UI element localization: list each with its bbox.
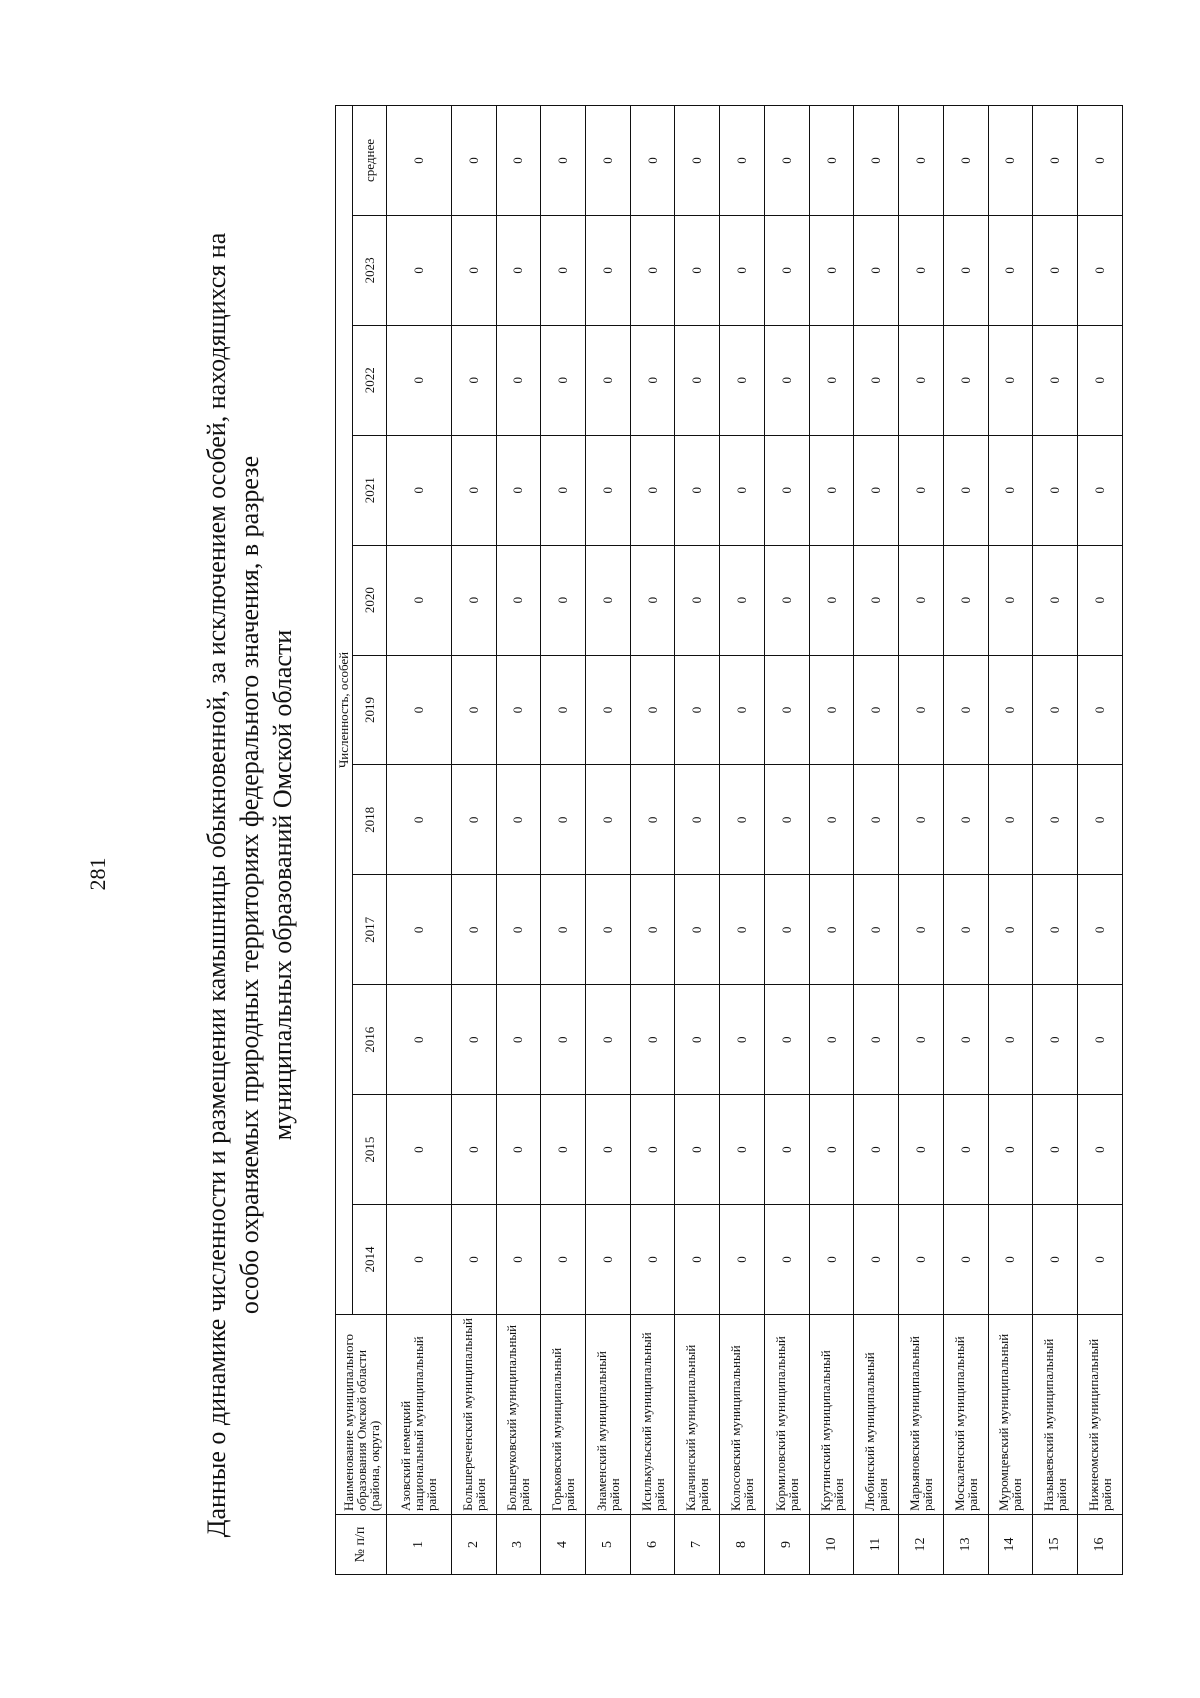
row-value: 0 xyxy=(943,1205,988,1315)
row-value: 0 xyxy=(541,215,586,325)
row-value: 0 xyxy=(496,765,541,875)
row-number: 8 xyxy=(720,1515,765,1575)
page-number: 281 xyxy=(85,857,110,891)
table-row xyxy=(541,106,586,1575)
row-value: 0 xyxy=(720,655,765,765)
row-value: 0 xyxy=(541,1205,586,1315)
row-value: 0 xyxy=(809,215,854,325)
row-value: 0 xyxy=(764,875,809,985)
row-value: 0 xyxy=(451,765,496,875)
row-value: 0 xyxy=(1033,875,1078,985)
row-value: 0 xyxy=(387,435,452,545)
row-value: 0 xyxy=(387,106,452,216)
row-value: 0 xyxy=(630,545,675,655)
row-value: 0 xyxy=(451,1205,496,1315)
row-value: 0 xyxy=(630,215,675,325)
header-name: Наименование муниципального образования Омской области (района, округа) xyxy=(336,1315,387,1515)
row-name: Горьковский муниципальный район xyxy=(541,1315,586,1515)
row-value: 0 xyxy=(675,655,720,765)
row-value: 0 xyxy=(630,875,675,985)
row-value: 0 xyxy=(496,985,541,1095)
row-value: 0 xyxy=(1078,545,1123,655)
row-value: 0 xyxy=(764,985,809,1095)
table-row xyxy=(1033,106,1078,1575)
row-value: 0 xyxy=(541,765,586,875)
row-value: 0 xyxy=(586,1205,631,1315)
row-value: 0 xyxy=(854,435,899,545)
row-value: 0 xyxy=(1033,435,1078,545)
row-value: 0 xyxy=(586,106,631,216)
row-value: 0 xyxy=(675,325,720,435)
row-value: 0 xyxy=(586,655,631,765)
row-name: Кормиловский муниципальный район xyxy=(764,1315,809,1515)
row-value: 0 xyxy=(675,985,720,1095)
row-value: 0 xyxy=(451,215,496,325)
table-row xyxy=(586,106,631,1575)
row-value: 0 xyxy=(899,215,944,325)
row-value: 0 xyxy=(943,1095,988,1205)
row-value: 0 xyxy=(630,106,675,216)
row-value: 0 xyxy=(943,875,988,985)
row-value: 0 xyxy=(854,106,899,216)
header-year: 2022 xyxy=(353,325,387,435)
row-value: 0 xyxy=(630,655,675,765)
row-value: 0 xyxy=(451,545,496,655)
row-value: 0 xyxy=(451,985,496,1095)
row-value: 0 xyxy=(1078,106,1123,216)
row-name: Азовский немецкий национальный муниципальный район xyxy=(387,1315,452,1515)
row-name: Большеуковский муниципальный район xyxy=(496,1315,541,1515)
row-value: 0 xyxy=(586,545,631,655)
row-value: 0 xyxy=(496,435,541,545)
row-value: 0 xyxy=(451,1095,496,1205)
row-value: 0 xyxy=(809,1095,854,1205)
row-value: 0 xyxy=(1033,106,1078,216)
row-value: 0 xyxy=(943,106,988,216)
row-value: 0 xyxy=(988,215,1033,325)
row-value: 0 xyxy=(1078,325,1123,435)
row-value: 0 xyxy=(541,106,586,216)
row-name: Исилькульский муниципальный район xyxy=(630,1315,675,1515)
row-value: 0 xyxy=(630,985,675,1095)
row-value: 0 xyxy=(387,765,452,875)
row-value: 0 xyxy=(387,325,452,435)
row-name: Калачинский муниципальный район xyxy=(675,1315,720,1515)
row-value: 0 xyxy=(809,1205,854,1315)
row-number: 16 xyxy=(1078,1515,1123,1575)
row-value: 0 xyxy=(809,985,854,1095)
row-value: 0 xyxy=(496,106,541,216)
row-value: 0 xyxy=(1078,655,1123,765)
row-value: 0 xyxy=(1033,325,1078,435)
row-number: 4 xyxy=(541,1515,586,1575)
row-value: 0 xyxy=(496,1095,541,1205)
row-value: 0 xyxy=(720,1205,765,1315)
row-value: 0 xyxy=(630,435,675,545)
table-row xyxy=(764,106,809,1575)
row-value: 0 xyxy=(988,1205,1033,1315)
row-number: 2 xyxy=(451,1515,496,1575)
table-row xyxy=(988,106,1033,1575)
row-value: 0 xyxy=(387,655,452,765)
row-value: 0 xyxy=(809,325,854,435)
row-name: Большереченский муниципальный район xyxy=(451,1315,496,1515)
row-value: 0 xyxy=(764,325,809,435)
document-title xyxy=(200,170,299,1600)
row-value: 0 xyxy=(387,215,452,325)
row-value: 0 xyxy=(387,545,452,655)
header-year: 2016 xyxy=(353,985,387,1095)
row-value: 0 xyxy=(943,655,988,765)
header-year: среднее xyxy=(353,106,387,216)
row-name: Любинский муниципальный район xyxy=(854,1315,899,1515)
row-value: 0 xyxy=(988,985,1033,1095)
row-number: 12 xyxy=(899,1515,944,1575)
table-row xyxy=(720,106,765,1575)
header-year: 2014 xyxy=(353,1205,387,1315)
row-value: 0 xyxy=(854,1205,899,1315)
row-number: 7 xyxy=(675,1515,720,1575)
row-value: 0 xyxy=(1033,765,1078,875)
row-value: 0 xyxy=(387,1205,452,1315)
row-value: 0 xyxy=(496,1205,541,1315)
header-year: 2019 xyxy=(353,655,387,765)
row-value: 0 xyxy=(809,875,854,985)
row-number: 6 xyxy=(630,1515,675,1575)
row-value: 0 xyxy=(809,435,854,545)
row-name: Марьяновский муниципальный район xyxy=(899,1315,944,1515)
row-value: 0 xyxy=(1078,765,1123,875)
row-value: 0 xyxy=(1078,215,1123,325)
row-value: 0 xyxy=(496,545,541,655)
row-value: 0 xyxy=(675,106,720,216)
row-value: 0 xyxy=(988,325,1033,435)
table-row xyxy=(854,106,899,1575)
row-value: 0 xyxy=(988,1095,1033,1205)
row-value: 0 xyxy=(1078,985,1123,1095)
row-value: 0 xyxy=(943,545,988,655)
row-value: 0 xyxy=(899,106,944,216)
row-value: 0 xyxy=(675,215,720,325)
row-value: 0 xyxy=(764,215,809,325)
row-value: 0 xyxy=(720,106,765,216)
row-value: 0 xyxy=(854,875,899,985)
row-value: 0 xyxy=(854,655,899,765)
table-row xyxy=(387,106,452,1575)
row-value: 0 xyxy=(854,765,899,875)
row-value: 0 xyxy=(451,655,496,765)
row-value: 0 xyxy=(541,655,586,765)
row-value: 0 xyxy=(988,545,1033,655)
row-value: 0 xyxy=(943,765,988,875)
row-value: 0 xyxy=(451,106,496,216)
row-value: 0 xyxy=(1033,1205,1078,1315)
row-value: 0 xyxy=(809,765,854,875)
row-value: 0 xyxy=(899,435,944,545)
population-table xyxy=(335,105,1123,1575)
row-number: 5 xyxy=(586,1515,631,1575)
row-value: 0 xyxy=(630,765,675,875)
row-name: Муромцевский муниципальный район xyxy=(988,1315,1033,1515)
row-name: Москаленский муниципальный район xyxy=(943,1315,988,1515)
row-value: 0 xyxy=(854,1095,899,1205)
row-value: 0 xyxy=(764,1205,809,1315)
header-group: Численность, особей xyxy=(336,106,353,1315)
row-value: 0 xyxy=(809,545,854,655)
row-value: 0 xyxy=(1033,985,1078,1095)
header-year: 2018 xyxy=(353,765,387,875)
table-row xyxy=(630,106,675,1575)
row-value: 0 xyxy=(1033,1095,1078,1205)
table-row xyxy=(496,106,541,1575)
row-value: 0 xyxy=(720,545,765,655)
row-number: 3 xyxy=(496,1515,541,1575)
row-value: 0 xyxy=(387,1095,452,1205)
row-value: 0 xyxy=(675,1205,720,1315)
row-value: 0 xyxy=(943,215,988,325)
row-number: 1 xyxy=(387,1515,452,1575)
row-number: 11 xyxy=(854,1515,899,1575)
row-value: 0 xyxy=(451,435,496,545)
row-value: 0 xyxy=(854,985,899,1095)
row-value: 0 xyxy=(899,765,944,875)
row-value: 0 xyxy=(675,765,720,875)
header-num: № п/п xyxy=(336,1515,387,1575)
row-value: 0 xyxy=(809,655,854,765)
row-value: 0 xyxy=(541,985,586,1095)
row-value: 0 xyxy=(764,655,809,765)
row-value: 0 xyxy=(1078,1205,1123,1315)
row-value: 0 xyxy=(720,435,765,545)
row-value: 0 xyxy=(854,325,899,435)
row-value: 0 xyxy=(1078,1095,1123,1205)
row-value: 0 xyxy=(854,215,899,325)
row-value: 0 xyxy=(630,1095,675,1205)
row-value: 0 xyxy=(586,325,631,435)
header-year: 2020 xyxy=(353,545,387,655)
table-row xyxy=(451,106,496,1575)
row-name: Колосовский муниципальный район xyxy=(720,1315,765,1515)
row-value: 0 xyxy=(496,875,541,985)
row-value: 0 xyxy=(720,1095,765,1205)
row-value: 0 xyxy=(451,325,496,435)
row-name: Называевский муниципальный район xyxy=(1033,1315,1078,1515)
row-value: 0 xyxy=(988,875,1033,985)
row-value: 0 xyxy=(899,655,944,765)
row-value: 0 xyxy=(899,1205,944,1315)
row-value: 0 xyxy=(586,765,631,875)
row-number: 14 xyxy=(988,1515,1033,1575)
row-name: Знаменский муниципальный район xyxy=(586,1315,631,1515)
row-value: 0 xyxy=(764,106,809,216)
row-value: 0 xyxy=(943,435,988,545)
header-year: 2021 xyxy=(353,435,387,545)
row-value: 0 xyxy=(496,655,541,765)
row-value: 0 xyxy=(387,985,452,1095)
row-value: 0 xyxy=(541,435,586,545)
row-value: 0 xyxy=(1078,435,1123,545)
row-value: 0 xyxy=(720,985,765,1095)
row-value: 0 xyxy=(630,325,675,435)
row-number: 15 xyxy=(1033,1515,1078,1575)
row-value: 0 xyxy=(541,1095,586,1205)
row-value: 0 xyxy=(451,875,496,985)
row-value: 0 xyxy=(1033,655,1078,765)
row-value: 0 xyxy=(764,435,809,545)
title-line: муниципальных образований Омской области xyxy=(268,629,297,1141)
row-number: 13 xyxy=(943,1515,988,1575)
row-value: 0 xyxy=(854,545,899,655)
row-value: 0 xyxy=(675,1095,720,1205)
row-value: 0 xyxy=(988,435,1033,545)
row-number: 9 xyxy=(764,1515,809,1575)
row-name: Нижнеомский муниципальный район xyxy=(1078,1315,1123,1515)
row-value: 0 xyxy=(943,985,988,1095)
row-value: 0 xyxy=(988,655,1033,765)
row-value: 0 xyxy=(586,875,631,985)
row-value: 0 xyxy=(899,875,944,985)
row-value: 0 xyxy=(1033,215,1078,325)
row-value: 0 xyxy=(541,875,586,985)
row-value: 0 xyxy=(630,1205,675,1315)
row-value: 0 xyxy=(720,765,765,875)
row-value: 0 xyxy=(541,545,586,655)
header-year: 2015 xyxy=(353,1095,387,1205)
row-value: 0 xyxy=(899,325,944,435)
row-value: 0 xyxy=(496,325,541,435)
table-row xyxy=(1078,106,1123,1575)
title-line: особо охраняемых природных территориях федерального значения, в разрезе xyxy=(235,455,264,1315)
row-value: 0 xyxy=(586,1095,631,1205)
row-value: 0 xyxy=(541,325,586,435)
row-value: 0 xyxy=(1078,875,1123,985)
row-value: 0 xyxy=(988,106,1033,216)
header-year: 2023 xyxy=(353,215,387,325)
row-value: 0 xyxy=(387,875,452,985)
row-value: 0 xyxy=(764,1095,809,1205)
row-value: 0 xyxy=(899,545,944,655)
row-value: 0 xyxy=(720,875,765,985)
row-value: 0 xyxy=(720,325,765,435)
row-number: 10 xyxy=(809,1515,854,1575)
table-row xyxy=(943,106,988,1575)
row-value: 0 xyxy=(675,435,720,545)
row-value: 0 xyxy=(988,765,1033,875)
row-value: 0 xyxy=(899,985,944,1095)
header-year: 2017 xyxy=(353,875,387,985)
row-value: 0 xyxy=(675,875,720,985)
table-row xyxy=(675,106,720,1575)
title-line: Данные о динамике численности и размещении камышницы обыкновенной, за исключением особей, находящихся на xyxy=(202,232,231,1538)
row-value: 0 xyxy=(720,215,765,325)
header-row-1 xyxy=(336,106,353,1575)
row-value: 0 xyxy=(586,985,631,1095)
table-row xyxy=(899,106,944,1575)
row-value: 0 xyxy=(809,106,854,216)
table-row xyxy=(809,106,854,1575)
row-name: Крутинский муниципальный район xyxy=(809,1315,854,1515)
row-value: 0 xyxy=(943,325,988,435)
row-value: 0 xyxy=(496,215,541,325)
row-value: 0 xyxy=(764,765,809,875)
row-value: 0 xyxy=(899,1095,944,1205)
row-value: 0 xyxy=(586,435,631,545)
row-value: 0 xyxy=(764,545,809,655)
row-value: 0 xyxy=(1033,545,1078,655)
row-value: 0 xyxy=(675,545,720,655)
row-value: 0 xyxy=(586,215,631,325)
